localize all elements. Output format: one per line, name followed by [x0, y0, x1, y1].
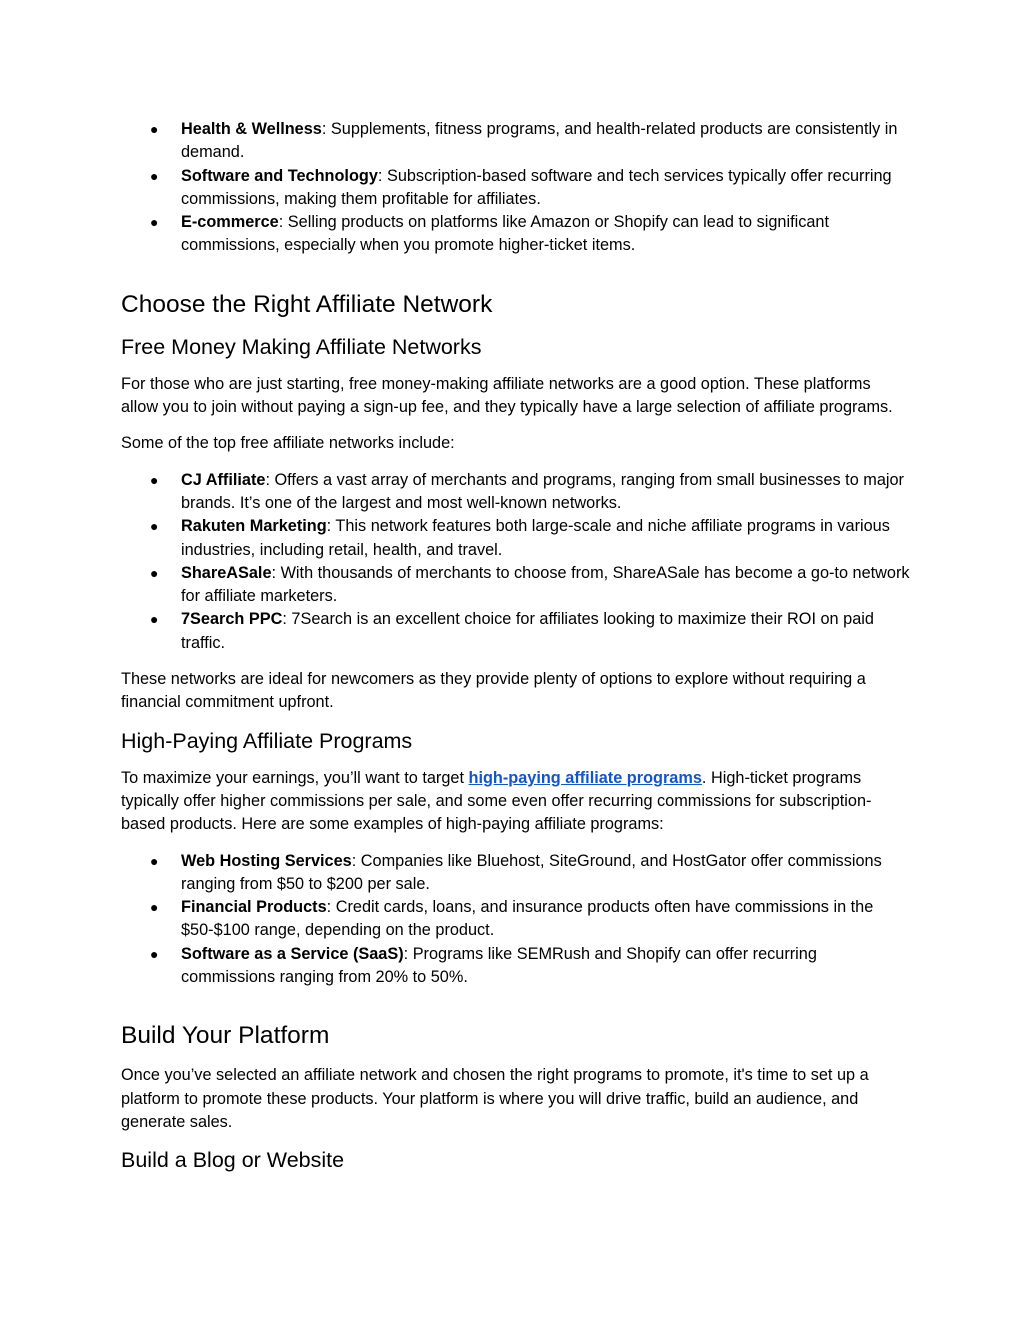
list-item-text: : This network features both large-scale and niche affiliate programs in various industries, including retail, health, and travel. [181, 517, 890, 559]
paragraph: Some of the top free affiliate networks include: [121, 434, 455, 453]
list-item-term: Software and Technology [181, 166, 378, 185]
list-item-text: : Subscription-based software and tech services typically offer recurring commissions, making them profitable for affiliates. [181, 166, 892, 208]
list-item-term: 7Search PPC [181, 610, 283, 629]
paragraph: For those who are just starting, free money-making affiliate networks are a good option. These platforms allow you to join without paying a sign-up fee, and they typically have a large selection of affiliate programs. [121, 374, 893, 417]
list-item-text: : Programs like SEMRush and Shopify can offer recurring commissions ranging from 20% to 50%. [181, 944, 817, 987]
list-item [121, 896, 911, 943]
bullet-icon: ● [150, 852, 159, 869]
list-item-text: : Companies like Bluehost, SiteGround, and HostGator offer commissions ranging from $50 to $200 per sale. [181, 851, 882, 893]
bullet-icon: ● [150, 564, 159, 581]
paragraph: Once you’ve selected an affiliate network and chosen the right programs to promote, it's time to set up a platform to promote these products. Your platform is where you will drive traffic, build an audience, and generate sales. [121, 1066, 869, 1131]
bullet-icon: ● [150, 214, 159, 231]
bullet-icon: ● [150, 611, 159, 628]
free-networks-list [121, 469, 911, 655]
document-page [121, 118, 911, 1173]
subheading-free-networks: Free Money Making Affiliate Networks [121, 334, 482, 359]
list-item-term: ShareASale [181, 563, 272, 582]
niche-list [121, 118, 911, 258]
list-item-term: E-commerce [181, 213, 279, 232]
subheading-high-paying: High-Paying Affiliate Programs [121, 728, 413, 753]
list-item [121, 469, 911, 516]
list-item-text: : 7Search is an excellent choice for affiliates looking to maximize their ROI on paid traffic. [181, 610, 874, 652]
section-heading-build-platform: Build Your Platform [121, 1022, 330, 1050]
high-paying-list [121, 850, 911, 990]
paragraph-with-link [121, 767, 911, 837]
list-item-text: : With thousands of merchants to choose from, ShareASale has become a go-to network for affiliate marketers. [181, 563, 910, 606]
list-item-text: : Offers a vast array of merchants and programs, ranging from small businesses to major brands. It’s one of the largest and most well-known networks. [181, 470, 904, 512]
bullet-icon: ● [150, 121, 159, 137]
list-item [121, 211, 911, 258]
list-item [121, 515, 911, 562]
bullet-icon: ● [150, 167, 159, 184]
list-item-term: Rakuten Marketing [181, 517, 327, 536]
section-heading-affiliate-network: Choose the Right Affiliate Network [121, 290, 493, 318]
paragraph-text: . High-ticket programs typically offer higher commissions per sale, and some even offer recurring commissions for subscription-based products. Here are some examples of high-paying affiliate programs: [121, 768, 872, 834]
paragraph-text: To maximize your earnings, you’ll want to target [121, 768, 469, 787]
list-item-term: CJ Affiliate [181, 470, 266, 489]
list-item [121, 608, 911, 655]
list-item [121, 165, 911, 212]
list-item [121, 943, 911, 990]
list-item-text: : Selling products on platforms like Amazon or Shopify can lead to significant commissions, especially when you promote higher-ticket items. [181, 213, 829, 255]
list-item [121, 850, 911, 897]
list-item-term: Software as a Service (SaaS) [181, 944, 404, 963]
subheading-blog-website: Build a Blog or Website [121, 1148, 345, 1173]
list-item [121, 118, 911, 165]
bullet-icon: ● [150, 945, 159, 962]
list-item-text: : Supplements, fitness programs, and health-related products are consistently in demand. [181, 120, 898, 162]
bullet-icon: ● [150, 899, 159, 916]
list-item [121, 562, 911, 609]
list-item-term: Financial Products [181, 898, 327, 917]
bullet-icon: ● [150, 518, 159, 535]
list-item-term: Web Hosting Services [181, 851, 352, 870]
high-paying-programs-link[interactable]: high-paying affiliate programs [468, 768, 702, 787]
list-item-term: Health & Wellness [181, 120, 322, 138]
bullet-icon: ● [150, 471, 159, 488]
list-item-text: : Credit cards, loans, and insurance products often have commissions in the $50-$100 range, depending on the product. [181, 898, 874, 940]
paragraph: These networks are ideal for newcomers as they provide plenty of options to explore without requiring a financial commitment upfront. [121, 670, 866, 712]
